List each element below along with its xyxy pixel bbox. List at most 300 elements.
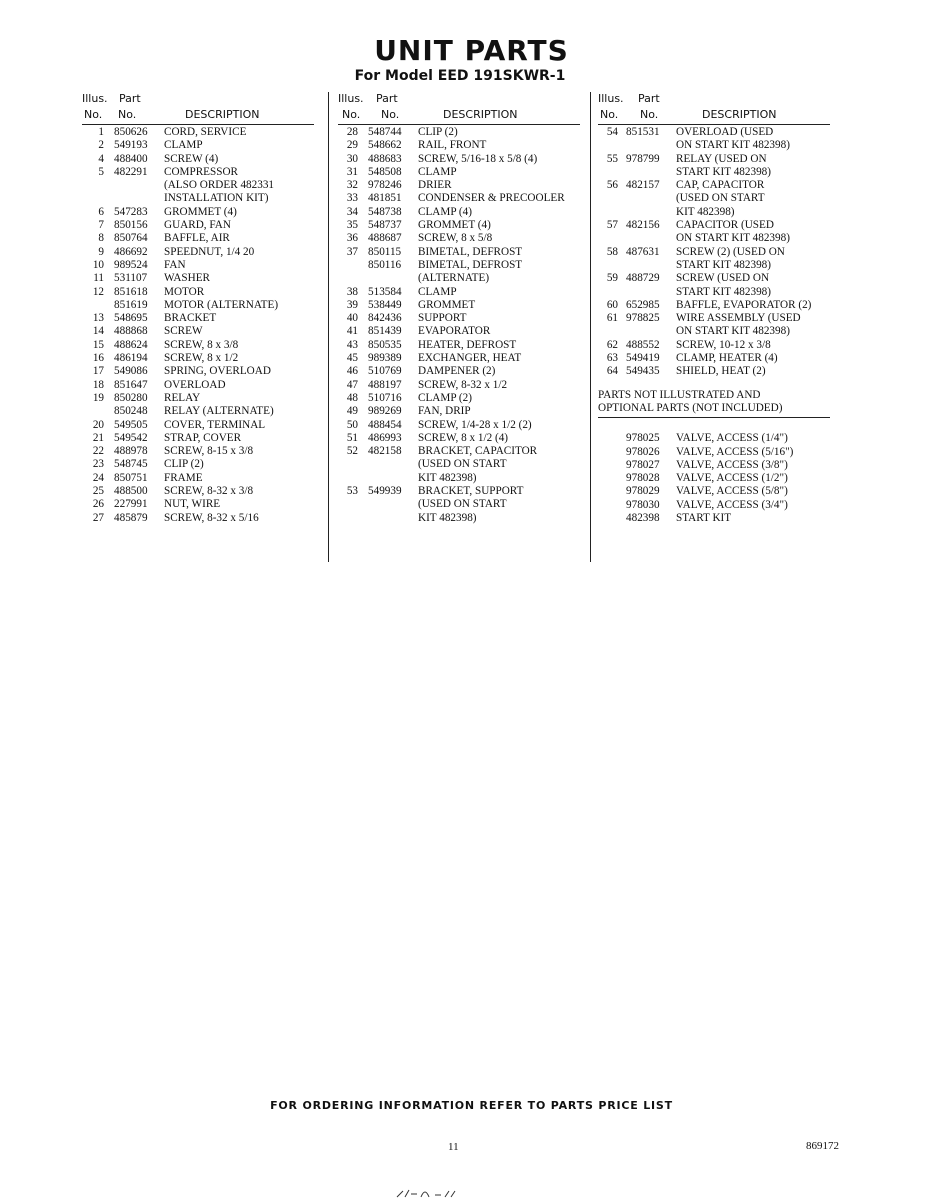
illus-number: 54 [606,126,618,138]
table-row [598,472,830,485]
part-description: SCREW, 8-32 x 3/8 [164,485,254,498]
part-description: SCREW, 8-32 x 1/2 [418,378,508,391]
column-header [598,90,830,126]
part-number: 510769 [368,365,402,378]
illus-number: 19 [92,391,104,404]
table-row [82,153,314,166]
part-number: 850764 [114,232,148,245]
table-row [82,312,314,325]
table-row [598,446,830,459]
part-number: 547283 [114,205,148,218]
table-row [82,352,314,365]
part-description: BIMETAL, DEFROST [418,245,523,258]
part-number: 481851 [368,192,402,205]
illus-number: 55 [606,152,618,165]
note-line: OPTIONAL PARTS (NOT INCLUDED) [598,401,783,414]
illus-number: 10 [92,258,104,271]
illus-number: 49 [346,405,358,418]
table-row [598,365,830,378]
table-row [82,432,314,445]
part-description: VALVE, ACCESS (1/4") [676,432,788,445]
parts-column-1 [82,90,314,525]
part-number: 851618 [114,285,148,298]
part-number: 487631 [626,245,660,258]
illus-number: 17 [92,365,104,378]
part-number: 548744 [368,126,402,138]
part-number: 488454 [368,418,402,431]
illus-number: 52 [346,445,358,458]
part-description: START KIT 482398) [676,285,771,298]
column-divider [590,92,591,562]
part-description: MOTOR (ALTERNATE) [164,298,279,311]
table-row [338,405,580,418]
part-description: SCREW, 8-15 x 3/8 [164,445,254,458]
illus-number: 21 [92,431,104,444]
part-number: 482157 [626,179,660,192]
illus-number: 28 [346,126,358,138]
page-number: 11 [448,1141,459,1153]
part-description: SHIELD, HEAT (2) [676,365,766,378]
table-row [82,179,314,192]
part-description: SPRING, OVERLOAD [164,365,271,378]
part-description: COMPRESSOR [164,165,238,178]
illus-number: 23 [92,458,104,471]
table-row [82,339,314,352]
part-number: 850280 [114,391,148,404]
part-no-header: No. [381,108,400,121]
part-description: FAN [164,258,186,271]
table-row [338,498,580,511]
part-number: 850115 [368,245,402,258]
table-row [598,339,830,352]
part-description: OVERLOAD (USED [676,126,774,138]
illus-number: 4 [98,152,104,165]
part-number: 978246 [368,179,402,192]
table-row [338,126,580,139]
illus-number: 57 [606,219,618,232]
table-row [338,339,580,352]
part-number: 549086 [114,365,148,378]
illus-number: 33 [346,192,358,205]
part-description: START KIT [676,512,732,525]
illus-number: 38 [346,285,358,298]
part-number: 549939 [368,485,402,498]
illus-number: 27 [92,511,104,524]
part-number: 978030 [626,498,660,511]
table-row [598,459,830,472]
table-row [82,512,314,525]
table-row [82,365,314,378]
illus-number: 41 [346,325,358,338]
parts-list [338,126,580,525]
part-description: CLAMP (2) [418,391,472,404]
note-rule [598,417,830,418]
table-row [82,166,314,179]
part-description: SCREW, 1/4-28 x 1/2 (2) [418,418,532,431]
part-description: HEATER, DEFROST [418,338,517,351]
part-number: 549435 [626,365,660,378]
table-row [338,458,580,471]
part-number: 978029 [626,485,660,498]
header-rule [598,124,830,125]
part-description: RELAY (ALTERNATE) [164,405,274,418]
part-number: 486993 [368,431,402,444]
part-description: SPEEDNUT, 1/4 20 [164,245,255,258]
column-header [338,90,580,126]
illus-number: 60 [606,298,618,311]
part-description: START KIT 482398) [676,165,771,178]
illus-number: 30 [346,152,358,165]
illus-number: 20 [92,418,104,431]
table-row [338,352,580,365]
part-description: SCREW, 8-32 x 5/16 [164,511,259,524]
part-description: VALVE, ACCESS (3/4") [676,498,788,511]
page-subtitle: For Model EED 191SKWR-1 [354,68,566,84]
illus-number: 53 [346,485,358,498]
part-number: 488683 [368,152,402,165]
illus-number: 58 [606,245,618,258]
part-number: 488687 [368,232,402,245]
part-description: CONDENSER & PRECOOLER [418,192,565,205]
part-number: 989524 [114,258,148,271]
table-row [82,458,314,471]
part-description: FAN, DRIP [418,405,471,418]
table-row [338,166,580,179]
illus-number: 45 [346,352,358,365]
part-number: 850751 [114,471,148,484]
table-row [598,153,830,166]
part-description: GROMMET (4) [418,219,491,232]
table-row [598,259,830,272]
part-number: 978025 [626,432,660,445]
illus-header: Illus. [338,92,364,105]
illus-number: 18 [92,378,104,391]
table-row [338,192,580,205]
illus-number: 24 [92,471,104,484]
part-number: 227991 [114,498,148,511]
table-row [338,232,580,245]
table-row [338,259,580,272]
table-row [338,286,580,299]
illus-number: 12 [92,285,104,298]
part-description: CLIP (2) [418,126,458,138]
part-description: EVAPORATOR [418,325,491,338]
part-number: 488500 [114,485,148,498]
part-description: INSTALLATION KIT) [164,192,269,205]
table-row [82,325,314,338]
illus-header: Illus. [82,92,108,105]
table-row [82,192,314,205]
part-number: 842436 [368,312,402,325]
table-row [338,325,580,338]
illus-number: 31 [346,165,358,178]
part-number: 488400 [114,152,148,165]
illus-number: 51 [346,431,358,444]
column-header [82,90,314,126]
part-number: 850626 [114,126,148,138]
part-number: 548662 [368,139,402,152]
table-row [82,232,314,245]
table-row [338,153,580,166]
table-row [338,206,580,219]
part-description: WASHER [164,272,210,285]
table-row [338,392,580,405]
illus-number: 14 [92,325,104,338]
parts-column-3 [598,90,830,525]
part-header: Part [119,92,141,105]
not-illustrated-note [598,389,830,416]
part-description: BIMETAL, DEFROST [418,258,523,271]
illus-number: 48 [346,391,358,404]
part-header: Part [638,92,660,105]
table-row [338,246,580,259]
part-number: 548508 [368,165,402,178]
part-number: 978026 [626,445,660,458]
part-number: 488624 [114,338,148,351]
part-number: 851647 [114,378,148,391]
part-no-header: No. [640,108,659,121]
part-description: DRIER [418,179,452,192]
part-description: (ALTERNATE) [418,272,490,285]
part-number: 488197 [368,378,402,391]
part-description: SCREW, 8 x 3/8 [164,338,239,351]
part-description: BAFFLE, EVAPORATOR (2) [676,298,812,311]
parts-list [598,126,830,379]
part-description: CLAMP [418,165,457,178]
table-row [82,246,314,259]
table-row [598,352,830,365]
illus-number: 1 [98,126,104,138]
page-title: UNIT PARTS [374,34,569,67]
part-description: CLAMP [418,285,457,298]
table-row [338,365,580,378]
part-description: CLAMP, HEATER (4) [676,352,778,365]
part-description: GUARD, FAN [164,219,231,232]
part-description: NUT, WIRE [164,498,221,511]
table-row [82,206,314,219]
table-row [598,206,830,219]
part-number: 549193 [114,139,148,152]
part-number: 851531 [626,126,660,138]
table-row [82,126,314,139]
table-row [598,325,830,338]
table-row [82,272,314,285]
table-row [338,219,580,232]
part-description: MOTOR [164,285,205,298]
table-row [338,419,580,432]
illus-number: 36 [346,232,358,245]
part-description: CLIP (2) [164,458,204,471]
part-number: 989389 [368,352,402,365]
illus-number: 40 [346,312,358,325]
part-description: EXCHANGER, HEAT [418,352,522,365]
table-row [598,139,830,152]
optional-parts-list [598,432,830,525]
illus-no-header: No. [84,108,103,121]
part-number: 978799 [626,152,660,165]
table-row [598,432,830,445]
table-row [598,286,830,299]
illus-number: 59 [606,272,618,285]
description-header: DESCRIPTION [443,108,518,121]
illus-number: 43 [346,338,358,351]
part-number: 531107 [114,272,148,285]
ordering-footer: FOR ORDERING INFORMATION REFER TO PARTS PRICE LIST [270,1099,673,1112]
part-number: 482158 [368,445,402,458]
description-header: DESCRIPTION [185,108,260,121]
note-line: PARTS NOT ILLUSTRATED AND [598,388,761,401]
part-header: Part [376,92,398,105]
table-row [82,286,314,299]
parts-list [82,126,314,525]
part-description: SCREW, 8 x 1/2 [164,352,239,365]
part-description: WIRE ASSEMBLY (USED [676,312,801,325]
part-description: DAMPENER (2) [418,365,496,378]
part-number: 482291 [114,165,148,178]
part-description: COVER, TERMINAL [164,418,266,431]
illus-no-header: No. [600,108,619,121]
table-row [598,312,830,325]
illus-number: 25 [92,485,104,498]
table-row [598,485,830,498]
part-description: SCREW (4) [164,152,219,165]
part-description: SCREW, 8 x 5/8 [418,232,493,245]
table-row [82,419,314,432]
part-description: FRAME [164,471,203,484]
table-row [338,139,580,152]
illus-number: 37 [346,245,358,258]
part-description: KIT 482398) [418,471,477,484]
part-description: (USED ON START [676,192,765,205]
part-number: 549505 [114,418,148,431]
part-number: 548738 [368,205,402,218]
part-description: RELAY (USED ON [676,152,767,165]
part-description: ON START KIT 482398) [676,139,790,152]
table-row [598,299,830,312]
part-number: 510716 [368,391,402,404]
part-number: 851619 [114,298,148,311]
illus-number: 32 [346,179,358,192]
part-description: SUPPORT [418,312,467,325]
table-row [598,499,830,512]
part-description: GROMMET (4) [164,205,237,218]
illus-number: 35 [346,219,358,232]
part-description: KIT 482398) [418,511,477,524]
part-number: 652985 [626,298,660,311]
table-row [598,512,830,525]
illus-number: 64 [606,365,618,378]
part-number: 488978 [114,445,148,458]
part-description: CAP, CAPACITOR [676,179,765,192]
part-description: CLAMP (4) [418,205,472,218]
part-number: 850156 [114,219,148,232]
document-number: 869172 [806,1140,839,1152]
illus-number: 6 [98,205,104,218]
illus-number: 2 [98,139,104,152]
table-row [82,485,314,498]
part-description: SCREW, 8 x 1/2 (4) [418,431,509,444]
part-description: START KIT 482398) [676,258,771,271]
part-description: (USED ON START [418,498,507,511]
illus-number: 9 [98,245,104,258]
part-number: 850248 [114,405,148,418]
table-row [338,432,580,445]
table-row [82,379,314,392]
part-number: 851439 [368,325,402,338]
illus-number: 62 [606,338,618,351]
part-number: 989269 [368,405,402,418]
part-number: 513584 [368,285,402,298]
part-description: VALVE, ACCESS (3/8") [676,458,788,471]
part-number: 549419 [626,352,660,365]
part-description: OVERLOAD [164,378,226,391]
part-description: RELAY [164,391,201,404]
illus-number: 8 [98,232,104,245]
part-description: VALVE, ACCESS (5/8") [676,485,788,498]
illus-no-header: No. [342,108,361,121]
illus-number: 22 [92,445,104,458]
illus-number: 7 [98,219,104,232]
table-row [82,472,314,485]
part-description: RAIL, FRONT [418,139,487,152]
header-rule [338,124,580,125]
part-description: VALVE, ACCESS (1/2") [676,472,788,485]
part-description: (ALSO ORDER 482331 [164,179,275,192]
part-number: 850535 [368,338,402,351]
part-description: SCREW (2) (USED ON [676,245,785,258]
table-row [82,219,314,232]
illus-number: 61 [606,312,618,325]
part-number: 978028 [626,472,660,485]
part-number: 482156 [626,219,660,232]
illus-number: 13 [92,312,104,325]
part-description: BRACKET, CAPACITOR [418,445,538,458]
part-number: 486692 [114,245,148,258]
illus-number: 26 [92,498,104,511]
part-number: 978825 [626,312,660,325]
part-description: CORD, SERVICE [164,126,247,138]
table-row [598,219,830,232]
part-description: KIT 482398) [676,205,735,218]
illus-number: 56 [606,179,618,192]
illus-number: 11 [93,272,104,285]
illus-number: 46 [346,365,358,378]
part-number: 488729 [626,272,660,285]
part-description: CAPACITOR (USED [676,219,774,232]
illus-number: 34 [346,205,358,218]
illus-number: 5 [98,165,104,178]
table-row [598,126,830,139]
illus-number: 16 [92,352,104,365]
illus-number: 15 [92,338,104,351]
header-rule [82,124,314,125]
table-row [82,259,314,272]
illus-number: 39 [346,298,358,311]
part-description: BRACKET [164,312,217,325]
illus-number: 29 [346,139,358,152]
table-row [82,445,314,458]
illus-number: 63 [606,352,618,365]
part-description: BRACKET, SUPPORT [418,485,524,498]
part-description: BAFFLE, AIR [164,232,230,245]
table-row [598,192,830,205]
column-divider [328,92,329,562]
part-description: GROMMET [418,298,476,311]
table-row [338,272,580,285]
table-row [598,246,830,259]
table-row [338,379,580,392]
part-description: SCREW [164,325,203,338]
